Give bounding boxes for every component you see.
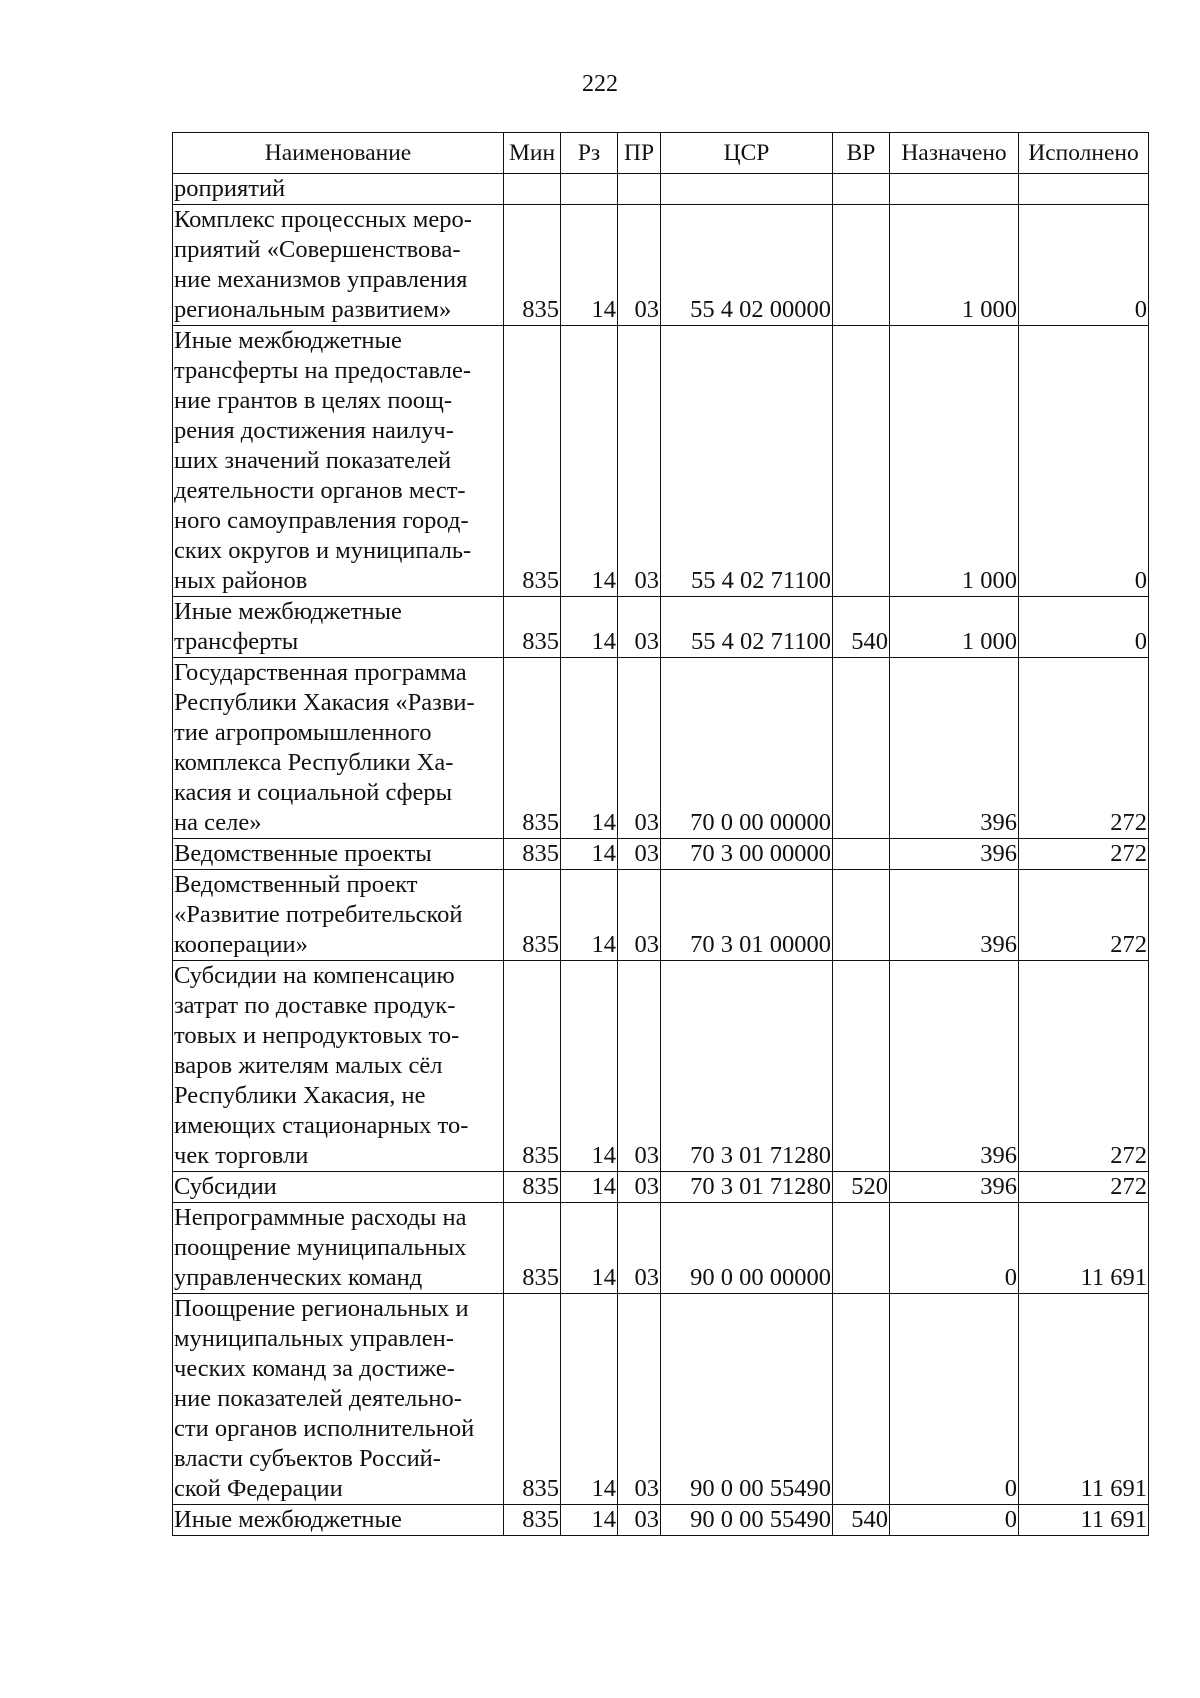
cell-pr bbox=[618, 174, 661, 205]
cell-rz bbox=[561, 174, 618, 205]
name-line: ного самоуправления город- bbox=[174, 507, 469, 534]
cell-name bbox=[173, 839, 504, 870]
cell-vr bbox=[833, 839, 890, 870]
name-line: на селе» bbox=[174, 809, 262, 836]
cell-name bbox=[173, 597, 504, 658]
name-line: комплекса Республики Ха- bbox=[174, 749, 454, 776]
name-line: товых и непродуктовых то- bbox=[174, 1022, 460, 1049]
cell-executed: 272 bbox=[1019, 961, 1149, 1172]
cell-pr: 03 bbox=[618, 205, 661, 326]
cell-rz: 14 bbox=[561, 597, 618, 658]
header-executed: Исполнено bbox=[1019, 133, 1149, 174]
name-line: управленческих команд bbox=[174, 1264, 423, 1291]
name-line: Ведомственные проекты bbox=[174, 840, 432, 867]
cell-csr bbox=[661, 174, 833, 205]
name-line: ние механизмов управления bbox=[174, 266, 468, 293]
header-assigned: Назначено bbox=[890, 133, 1019, 174]
cell-vr: 540 bbox=[833, 597, 890, 658]
cell-executed: 272 bbox=[1019, 1172, 1149, 1203]
cell-min: 835 bbox=[504, 658, 561, 839]
cell-executed: 0 bbox=[1019, 326, 1149, 597]
cell-vr bbox=[833, 326, 890, 597]
cell-pr: 03 bbox=[618, 1172, 661, 1203]
table-body bbox=[173, 174, 1149, 1536]
name-line: Субсидии bbox=[174, 1173, 277, 1200]
cell-executed: 11 691 bbox=[1019, 1294, 1149, 1505]
cell-assigned: 396 bbox=[890, 839, 1019, 870]
table-row bbox=[173, 174, 1149, 205]
table-row bbox=[173, 326, 1149, 597]
cell-vr bbox=[833, 870, 890, 961]
cell-executed: 11 691 bbox=[1019, 1505, 1149, 1536]
cell-rz: 14 bbox=[561, 870, 618, 961]
cell-executed: 272 bbox=[1019, 839, 1149, 870]
cell-assigned bbox=[890, 174, 1019, 205]
cell-rz: 14 bbox=[561, 205, 618, 326]
name-line: кооперации» bbox=[174, 931, 308, 958]
cell-assigned: 1 000 bbox=[890, 326, 1019, 597]
name-line: рения достижения наилуч- bbox=[174, 417, 454, 444]
name-line: Республики Хакасия «Разви- bbox=[174, 689, 475, 716]
header-rz: Рз bbox=[561, 133, 618, 174]
cell-name bbox=[173, 326, 504, 597]
name-line: Ведомственный проект bbox=[174, 871, 418, 898]
cell-csr: 55 4 02 00000 bbox=[661, 205, 833, 326]
cell-pr: 03 bbox=[618, 326, 661, 597]
cell-executed: 0 bbox=[1019, 597, 1149, 658]
cell-csr: 70 3 01 00000 bbox=[661, 870, 833, 961]
table-row bbox=[173, 870, 1149, 961]
cell-vr bbox=[833, 1294, 890, 1505]
table-row bbox=[173, 1172, 1149, 1203]
name-line: трансферты на предоставле- bbox=[174, 357, 471, 384]
cell-assigned: 0 bbox=[890, 1203, 1019, 1294]
header-pr: ПР bbox=[618, 133, 661, 174]
cell-name bbox=[173, 1172, 504, 1203]
cell-min: 835 bbox=[504, 326, 561, 597]
cell-min: 835 bbox=[504, 839, 561, 870]
table-row bbox=[173, 1203, 1149, 1294]
cell-min: 835 bbox=[504, 961, 561, 1172]
cell-vr bbox=[833, 205, 890, 326]
name-line: региональным развитием» bbox=[174, 296, 452, 323]
cell-csr: 55 4 02 71100 bbox=[661, 326, 833, 597]
cell-assigned: 396 bbox=[890, 961, 1019, 1172]
cell-vr bbox=[833, 1203, 890, 1294]
cell-rz: 14 bbox=[561, 326, 618, 597]
cell-executed bbox=[1019, 174, 1149, 205]
cell-rz: 14 bbox=[561, 658, 618, 839]
name-line: Иные межбюджетные bbox=[174, 1506, 402, 1533]
name-line: ных районов bbox=[174, 567, 308, 594]
name-line: тие агропромышленного bbox=[174, 719, 432, 746]
name-line: ской Федерации bbox=[174, 1475, 343, 1502]
cell-csr: 90 0 00 55490 bbox=[661, 1505, 833, 1536]
name-line: власти субъектов Россий- bbox=[174, 1445, 441, 1472]
name-line: роприятий bbox=[174, 175, 286, 202]
name-line: муниципальных управлен- bbox=[174, 1325, 454, 1352]
name-line: деятельности органов мест- bbox=[174, 477, 466, 504]
table-row bbox=[173, 839, 1149, 870]
cell-min: 835 bbox=[504, 205, 561, 326]
cell-csr: 90 0 00 00000 bbox=[661, 1203, 833, 1294]
name-line: Государственная программа bbox=[174, 659, 467, 686]
cell-csr: 70 3 01 71280 bbox=[661, 961, 833, 1172]
table-row bbox=[173, 658, 1149, 839]
cell-assigned: 396 bbox=[890, 658, 1019, 839]
cell-name bbox=[173, 1505, 504, 1536]
name-line: ние показателей деятельно- bbox=[174, 1385, 462, 1412]
cell-name bbox=[173, 1294, 504, 1505]
cell-pr: 03 bbox=[618, 658, 661, 839]
cell-rz: 14 bbox=[561, 1172, 618, 1203]
name-line: поощрение муниципальных bbox=[174, 1234, 467, 1261]
table-row bbox=[173, 961, 1149, 1172]
page-number: 222 bbox=[582, 71, 618, 97]
cell-pr: 03 bbox=[618, 870, 661, 961]
cell-rz: 14 bbox=[561, 1505, 618, 1536]
name-line: «Развитие потребительской bbox=[174, 901, 463, 928]
name-line: Поощрение региональных и bbox=[174, 1295, 469, 1322]
budget-table bbox=[172, 132, 1149, 1536]
cell-min: 835 bbox=[504, 1172, 561, 1203]
cell-executed: 11 691 bbox=[1019, 1203, 1149, 1294]
table-row bbox=[173, 597, 1149, 658]
table-row bbox=[173, 205, 1149, 326]
cell-name bbox=[173, 1203, 504, 1294]
cell-name bbox=[173, 961, 504, 1172]
cell-name bbox=[173, 174, 504, 205]
cell-assigned: 0 bbox=[890, 1505, 1019, 1536]
name-line: Субсидии на компенсацию bbox=[174, 962, 455, 989]
cell-csr: 70 0 00 00000 bbox=[661, 658, 833, 839]
cell-csr: 55 4 02 71100 bbox=[661, 597, 833, 658]
table-row bbox=[173, 1505, 1149, 1536]
cell-min: 835 bbox=[504, 1505, 561, 1536]
cell-vr bbox=[833, 961, 890, 1172]
table-row bbox=[173, 1294, 1149, 1505]
header-name: Наименование bbox=[173, 133, 504, 174]
name-line: ских округов и муниципаль- bbox=[174, 537, 472, 564]
name-line: чек торговли bbox=[174, 1142, 309, 1169]
cell-pr: 03 bbox=[618, 839, 661, 870]
cell-executed: 0 bbox=[1019, 205, 1149, 326]
cell-rz: 14 bbox=[561, 1294, 618, 1505]
cell-executed: 272 bbox=[1019, 658, 1149, 839]
cell-assigned: 1 000 bbox=[890, 205, 1019, 326]
name-line: ческих команд за достиже- bbox=[174, 1355, 455, 1382]
cell-csr: 70 3 01 71280 bbox=[661, 1172, 833, 1203]
cell-csr: 90 0 00 55490 bbox=[661, 1294, 833, 1505]
cell-assigned: 0 bbox=[890, 1294, 1019, 1505]
name-line: касия и социальной сферы bbox=[174, 779, 453, 806]
name-line: Республики Хакасия, не bbox=[174, 1082, 426, 1109]
cell-name bbox=[173, 205, 504, 326]
cell-vr: 540 bbox=[833, 1505, 890, 1536]
name-line: затрат по доставке продук- bbox=[174, 992, 456, 1019]
cell-executed: 272 bbox=[1019, 870, 1149, 961]
name-line: ние грантов в целях поощ- bbox=[174, 387, 453, 414]
cell-csr: 70 3 00 00000 bbox=[661, 839, 833, 870]
cell-pr: 03 bbox=[618, 961, 661, 1172]
cell-pr: 03 bbox=[618, 597, 661, 658]
cell-pr: 03 bbox=[618, 1203, 661, 1294]
name-line: Комплекс процессных меро- bbox=[174, 206, 472, 233]
cell-rz: 14 bbox=[561, 961, 618, 1172]
cell-vr: 520 bbox=[833, 1172, 890, 1203]
cell-assigned: 396 bbox=[890, 870, 1019, 961]
header-csr: ЦСР bbox=[661, 133, 833, 174]
cell-vr bbox=[833, 658, 890, 839]
cell-pr: 03 bbox=[618, 1505, 661, 1536]
cell-min: 835 bbox=[504, 597, 561, 658]
cell-name bbox=[173, 658, 504, 839]
header-min: Мин bbox=[504, 133, 561, 174]
name-line: Иные межбюджетные bbox=[174, 598, 402, 625]
header-vr: ВР bbox=[833, 133, 890, 174]
table-header-row bbox=[173, 133, 1149, 174]
name-line: трансферты bbox=[174, 628, 299, 655]
cell-name bbox=[173, 870, 504, 961]
name-line: Непрограммные расходы на bbox=[174, 1204, 467, 1231]
cell-assigned: 1 000 bbox=[890, 597, 1019, 658]
cell-min: 835 bbox=[504, 870, 561, 961]
cell-min bbox=[504, 174, 561, 205]
cell-min: 835 bbox=[504, 1203, 561, 1294]
cell-pr: 03 bbox=[618, 1294, 661, 1505]
cell-assigned: 396 bbox=[890, 1172, 1019, 1203]
name-line: имеющих стационарных то- bbox=[174, 1112, 469, 1139]
name-line: ших значений показателей bbox=[174, 447, 452, 474]
name-line: Иные межбюджетные bbox=[174, 327, 402, 354]
name-line: варов жителям малых сёл bbox=[174, 1052, 443, 1079]
cell-vr bbox=[833, 174, 890, 205]
name-line: приятий «Совершенствова- bbox=[174, 236, 461, 263]
cell-rz: 14 bbox=[561, 1203, 618, 1294]
name-line: сти органов исполнительной bbox=[174, 1415, 475, 1442]
cell-min: 835 bbox=[504, 1294, 561, 1505]
cell-rz: 14 bbox=[561, 839, 618, 870]
